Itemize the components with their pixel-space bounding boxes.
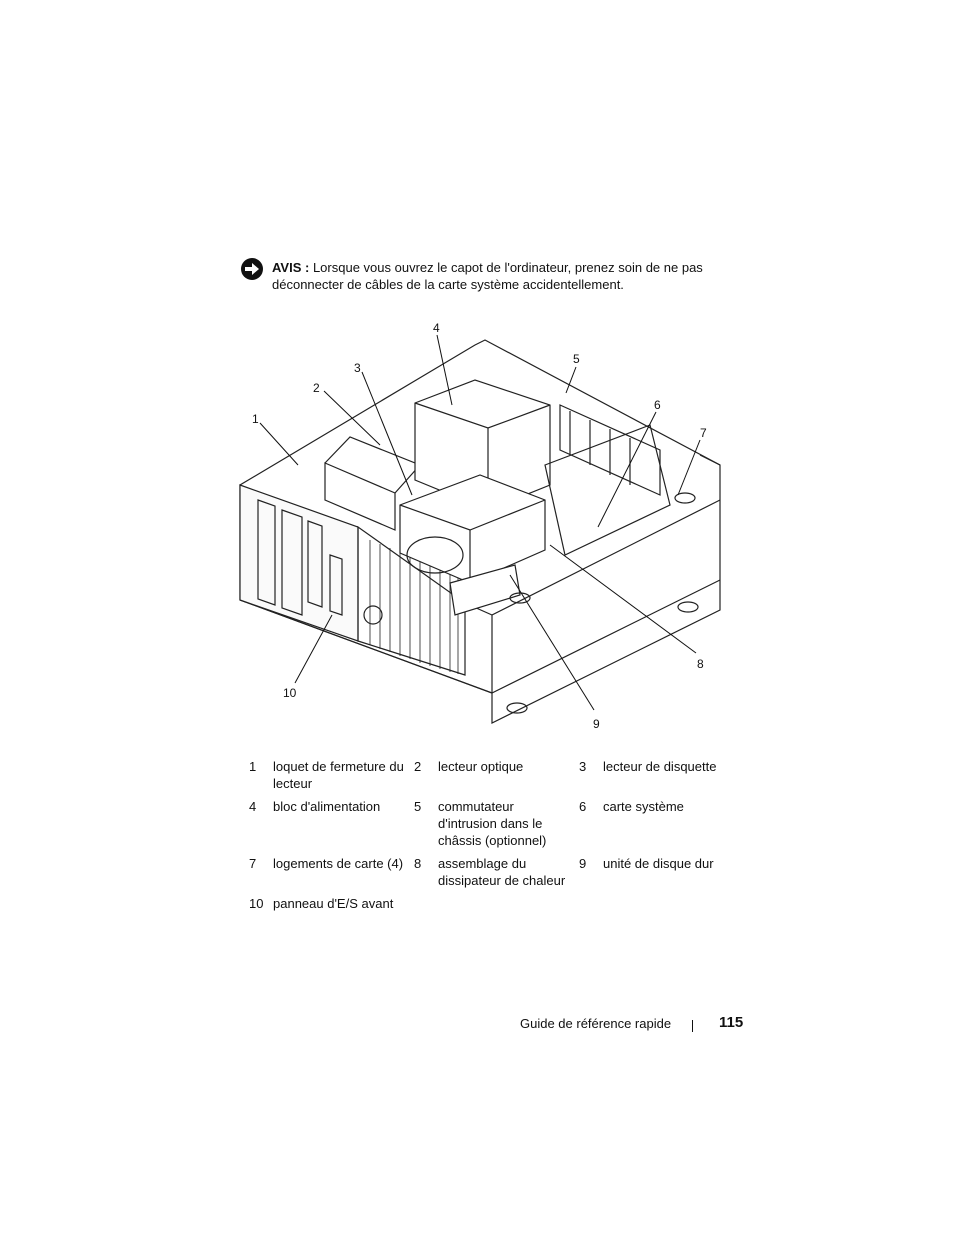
legend-label: loquet de fermeture du lecteur [273,759,404,791]
legend-number: 9 [579,856,587,871]
legend-number: 1 [249,759,257,774]
page-number: 115 [719,1014,744,1031]
notice-arrow-icon [240,257,264,281]
callout-3: 3 [354,361,361,375]
callout-7: 7 [700,426,707,440]
legend-label: assemblage du dissipateur de chaleur [438,856,566,888]
legend-label: bloc d'alimentation [273,799,381,814]
legend-number: 10 [249,896,264,911]
legend-number [576,895,603,912]
legend-label [603,895,743,912]
notice-body: Lorsque vous ouvrez le capot de l'ordinateur, prenez soin de ne pas déconnecter de câbles de la carte système accidentellement. [272,260,703,292]
computer-interior-drawing [230,315,730,735]
footer-separator [692,1020,693,1032]
callout-10: 10 [283,686,297,700]
legend-label [438,895,576,912]
callout-4: 4 [433,321,440,335]
legend-label: lecteur de disquette [603,759,717,774]
legend-label: commutateur d'intrusion dans le châssis (optionnel) [438,799,547,848]
legend-number: 2 [414,759,422,774]
footer-title: Guide de référence rapide [520,1016,672,1031]
notice-label: AVIS : [272,260,310,275]
legend-number: 7 [249,856,257,871]
legend-number: 6 [579,799,587,814]
callout-1: 1 [252,412,259,426]
legend-row [246,758,746,792]
computer-interior-illustration [230,315,730,735]
legend-number: 3 [579,759,587,774]
legend-number [411,895,438,912]
legend-table [246,758,746,912]
legend-label: carte système [603,799,684,814]
legend-label: logements de carte (4) [273,856,404,871]
legend-label: panneau d'E/S avant [273,896,394,911]
legend-number: 5 [414,799,422,814]
callout-2: 2 [313,381,320,395]
legend-row [246,895,746,912]
callout-8: 8 [697,657,704,671]
legend-number: 8 [414,856,422,871]
notice-text [272,259,742,293]
legend-label: unité de disque dur [603,856,714,871]
legend-row [246,798,746,849]
legend-number: 4 [249,799,257,814]
callout-9: 9 [593,717,600,731]
callout-5: 5 [573,352,580,366]
callout-6: 6 [654,398,661,412]
legend-row [246,855,746,889]
legend-label: lecteur optique [438,759,524,774]
